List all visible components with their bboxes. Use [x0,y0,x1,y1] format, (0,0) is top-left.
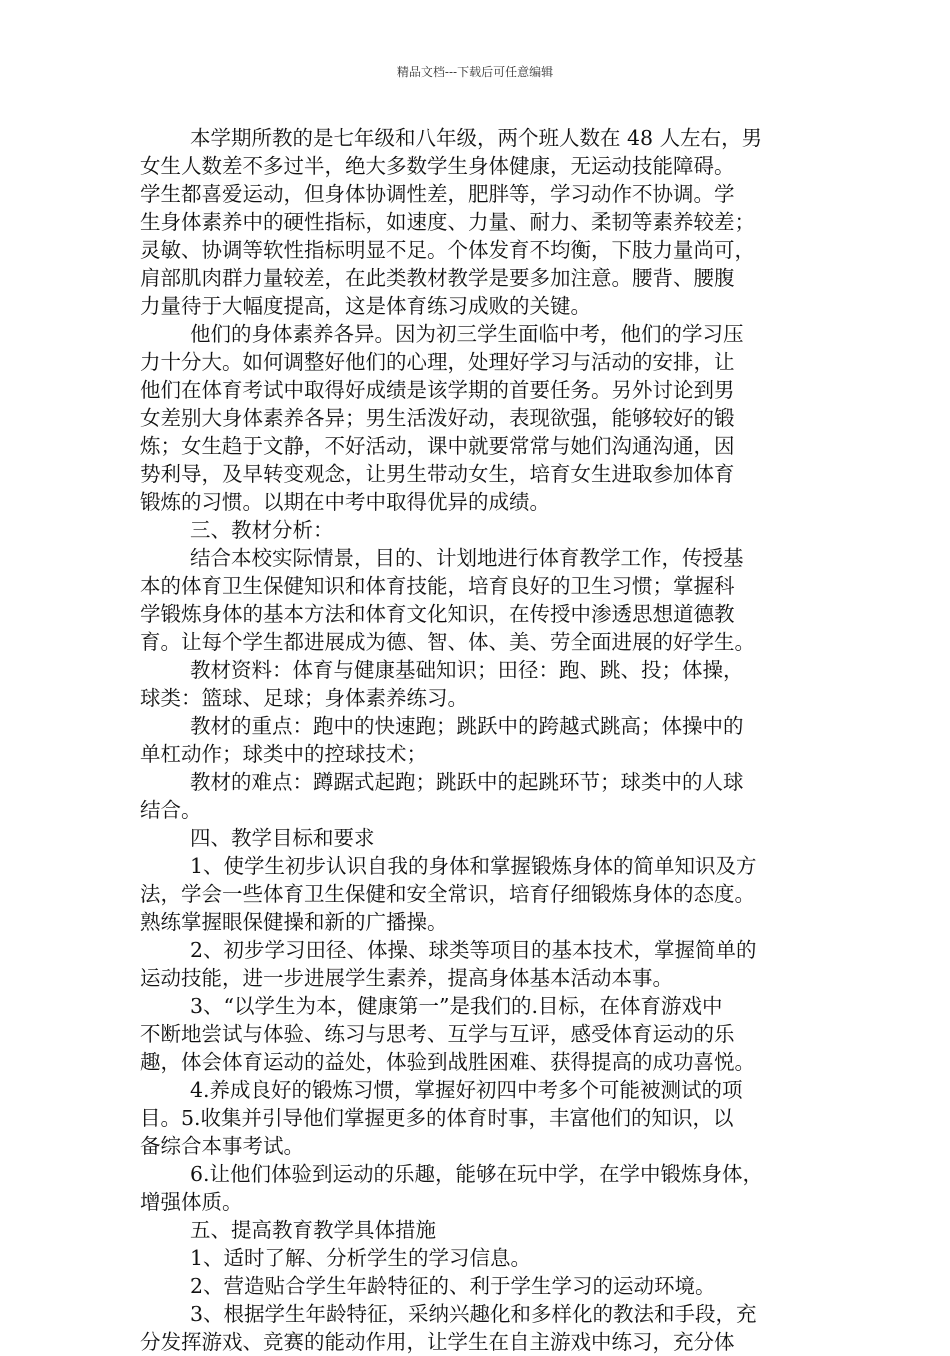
text-line: 分发挥游戏、竞赛的能动作用，让学生在自主游戏中练习，充分体 [140,1330,735,1354]
document-body [140,124,825,1356]
text-line: 运动技能，进一步进展学生素养，提高身体基本活动本事。 [140,966,673,990]
text-line: 力十分大。如何调整好他们的心理，处理好学习与活动的安排，让 [140,350,735,374]
text-line: 结合本校实际情景，目的、计划地进行体育教学工作，传授基 [190,546,744,570]
text-line: 1、使学生初步认识自我的身体和掌握锻炼身体的简单知识及方 [190,854,757,878]
text-line: 肩部肌肉群力量较差，在此类教材教学是要多加注意。腰背、腰腹 [140,266,735,290]
text-line: 学锻炼身体的基本方法和体育文化知识，在传授中渗透思想道德教 [140,602,735,626]
text-line: 球类：篮球、足球；身体素养练习。 [140,686,468,710]
text-line: 熟练掌握眼保健操和新的广播操。 [140,910,448,934]
text-line: 势利导，及早转变观念，让男生带动女生，培育女生进取参加体育 [140,462,735,486]
text-line: 五、提高教育教学具体措施 [190,1218,436,1242]
text-line: 法，学会一些体育卫生保健和安全常识，培育仔细锻炼身体的态度。 [140,882,755,906]
text-line: 炼；女生趋于文静，不好活动，课中就要常常与她们沟通沟通，因 [140,434,735,458]
text-line: 3、根据学生年龄特征，采纳兴趣化和多样化的教法和手段，充 [190,1302,757,1326]
text-line: 他们在体育考试中取得好成绩是该学期的首要任务。另外讨论到男 [140,378,735,402]
text-line: 育。让每个学生都进展成为德、智、体、美、劳全面进展的好学生。 [140,630,755,654]
text-line: 力量待于大幅度提高，这是体育练习成败的关键。 [140,294,591,318]
text-line: 结合。 [140,798,202,822]
text-line: 生身体素养中的硬性指标，如速度、力量、耐力、柔韧等素养较差； [140,210,755,234]
text-line: 6.让他们体验到运动的乐趣，能够在玩中学，在学中锻炼身体， [190,1162,764,1186]
page-header: 精品文档---下载后可任意编辑 [396,65,554,79]
text-line: 2、初步学习田径、体操、球类等项目的基本技术，掌握简单的 [190,938,757,962]
text-line: 女生人数差不多过半，绝大多数学生身体健康，无运动技能障碍。 [140,154,735,178]
text-line: 备综合本事考试。 [140,1134,304,1158]
text-line: 三、教材分析： [190,518,334,542]
text-line: 灵敏、协调等软性指标明显不足。个体发育不均衡，下肢力量尚可， [140,238,755,262]
text-line: 教材资料：体育与健康基础知识；田径：跑、跳、投；体操， [190,658,744,682]
text-line: 学生都喜爱运动，但身体协调性差，肥胖等，学习动作不协调。学 [140,182,735,206]
text-line: 他们的身体素养各异。因为初三学生面临中考，他们的学习压 [190,322,744,346]
text-line: 本的体育卫生保健知识和体育技能，培育良好的卫生习惯；掌握科 [140,574,735,598]
text-line: 不断地尝试与体验、练习与思考、互学与互评，感受体育运动的乐 [140,1022,735,1046]
text-line: 锻炼的习惯。以期在中考中取得优异的成绩。 [140,490,550,514]
text-line: 3、“以学生为本，健康第一”是我们的.目标，在体育游戏中 [190,994,723,1018]
text-line: 本学期所教的是七年级和八年级，两个班人数在 48 人左右，男 [190,126,763,150]
text-line: 2、营造贴合学生年龄特征的、利于学生学习的运动环境。 [190,1274,716,1298]
text-line: 1、适时了解、分析学生的学习信息。 [190,1246,532,1270]
text-line: 四、教学目标和要求 [190,826,375,850]
text-line: 教材的重点：跑中的快速跑；跳跃中的跨越式跳高；体操中的 [190,714,744,738]
text-line: 单杠动作；球类中的控球技术； [140,742,427,766]
text-line: 增强体质。 [140,1190,243,1214]
text-line: 4.养成良好的锻炼习惯，掌握好初四中考多个可能被测试的项 [190,1078,743,1102]
text-line: 目。5.收集并引导他们掌握更多的体育时事，丰富他们的知识，以 [140,1106,734,1130]
text-line: 教材的难点：蹲踞式起跑；跳跃中的起跳环节；球类中的人球 [190,770,744,794]
text-line: 趣，体会体育运动的益处，体验到战胜困难、获得提高的成功喜悦。 [140,1050,755,1074]
text-line: 女差别大身体素养各异；男生活泼好动，表现欲强，能够较好的锻 [140,406,735,430]
